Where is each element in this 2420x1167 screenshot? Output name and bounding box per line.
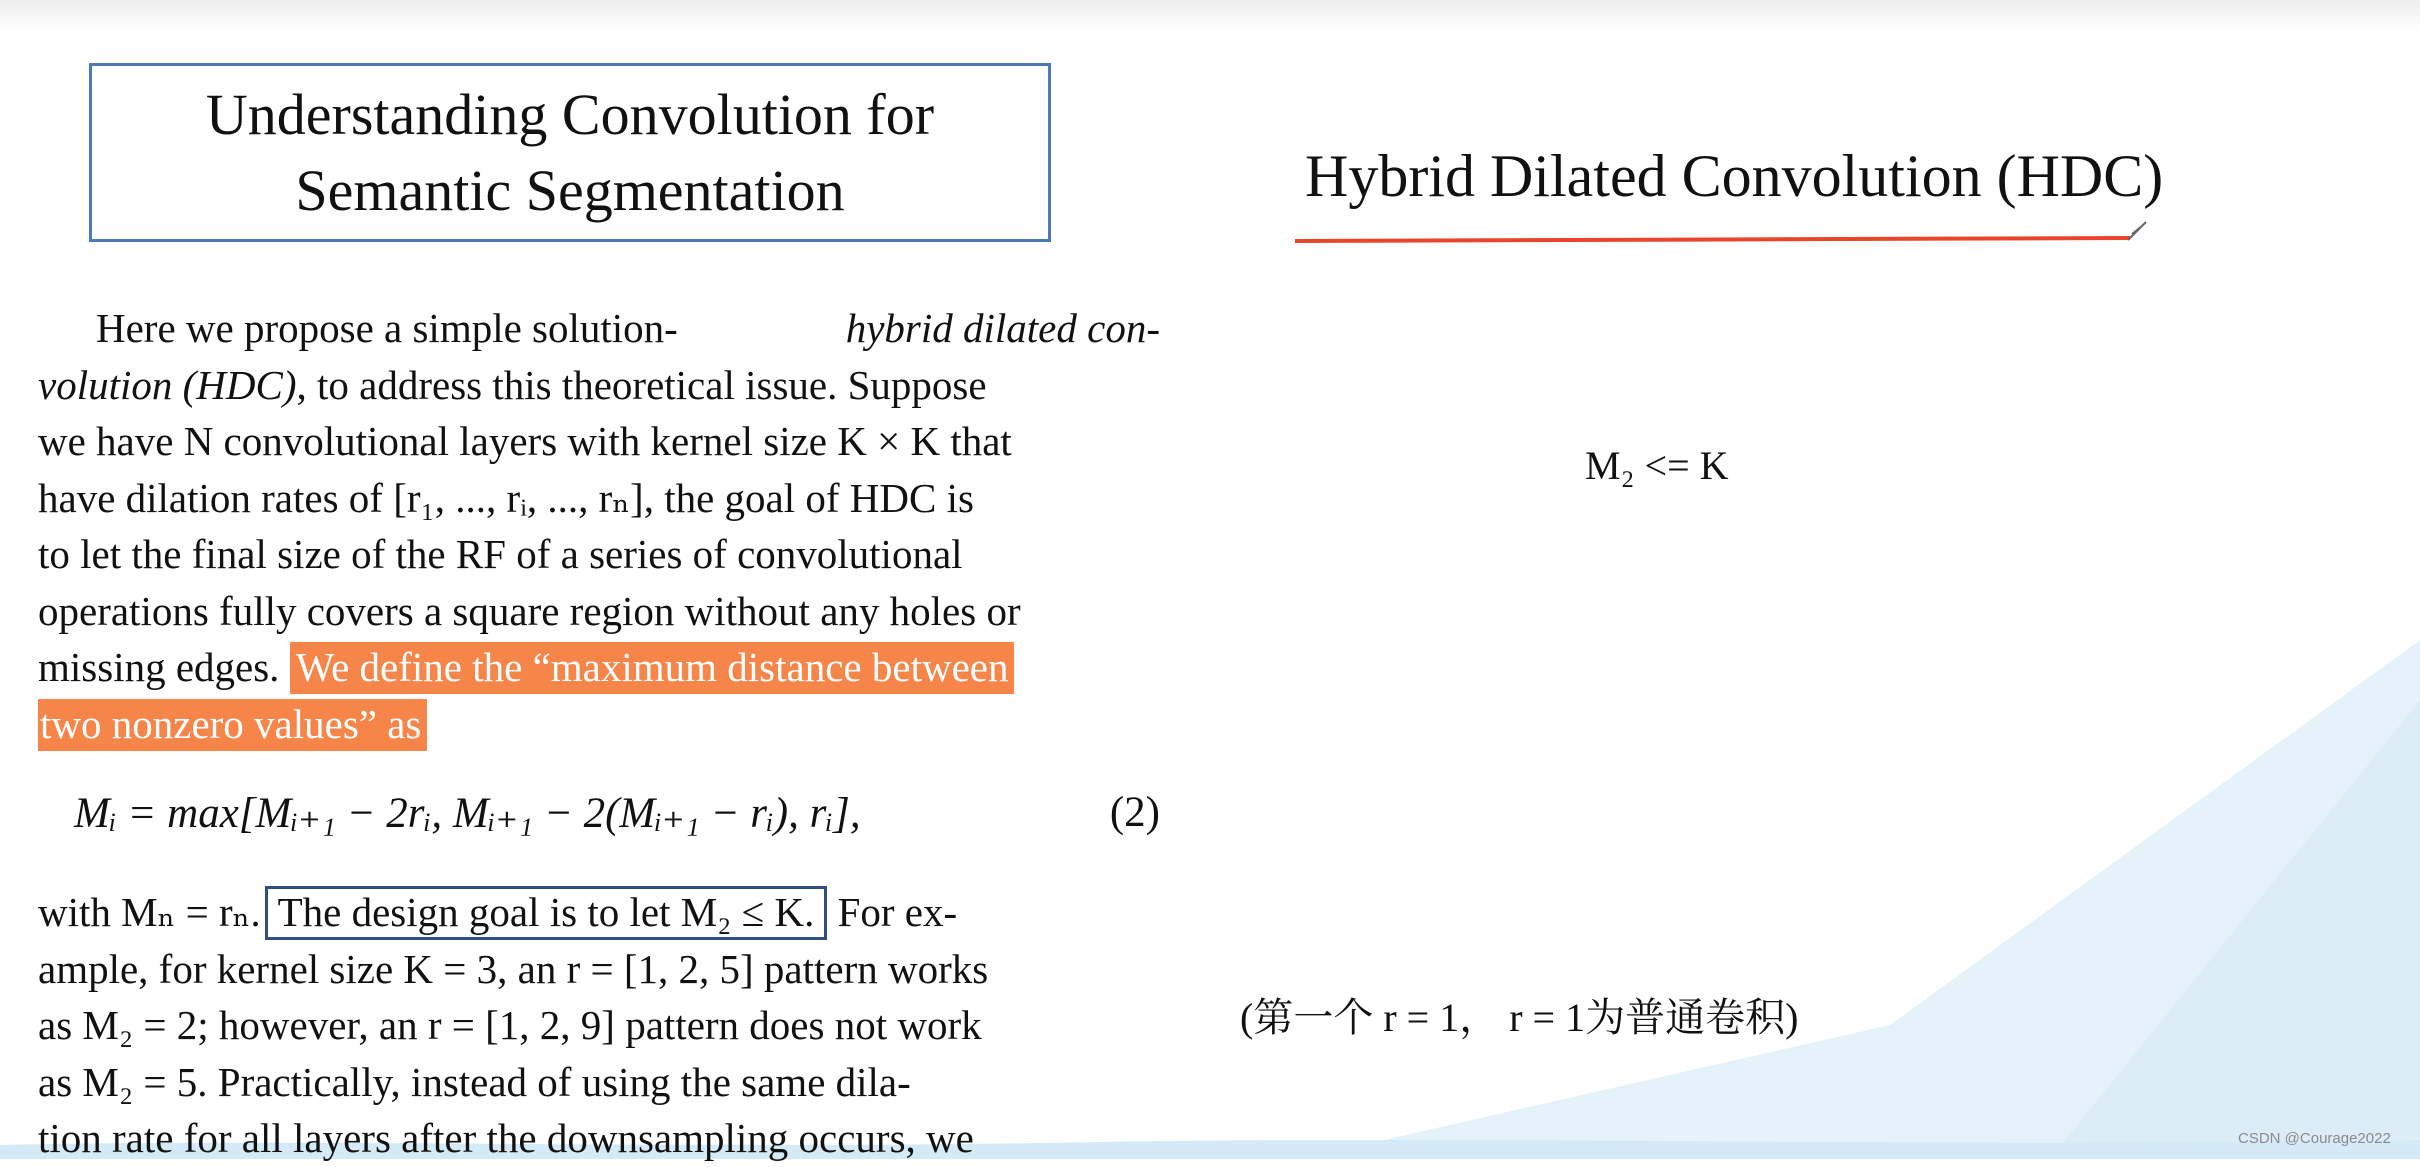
para2-line-1: with Mₙ = rₙ. The design goal is to let M₂ ≤ K. For ex- bbox=[38, 884, 1160, 941]
para1-line-7: missing edges. We define the “maximum distance between bbox=[38, 639, 1160, 696]
para1-line-5: to let the final size of the RF of a series of convolutional bbox=[38, 531, 963, 577]
para1-line-8 bbox=[38, 696, 1160, 753]
para1-line-2: volution (HDC), to address this theoretical issue. Suppose bbox=[38, 361, 987, 408]
para2-line-5: tion rate for all layers after the downsampling occurs, we bbox=[38, 1115, 974, 1161]
equation-number: (2) bbox=[1109, 789, 1160, 836]
watermark: CSDN @Courage2022 bbox=[2238, 1130, 2391, 1147]
para2-line-2: ample, for kernel size K = 3, an r = [1, 2, 5] pattern works bbox=[38, 945, 989, 992]
paper-title-line1: Understanding Convolution for bbox=[205, 81, 935, 147]
paper-paragraph-1 bbox=[38, 300, 1160, 752]
m2-constraint-note: M₂ <= K bbox=[1585, 443, 1729, 488]
design-goal-box: The design goal is to let M₂ ≤ K. bbox=[265, 886, 828, 940]
highlight-definition-1: We define the “maximum distance between bbox=[290, 642, 1015, 694]
highlight-definition-2: two nonzero values” as bbox=[38, 699, 427, 751]
ordinary-convolution-note: (第一个 r = 1， r = 1为普通卷积) bbox=[1240, 995, 1799, 1040]
slide-title: Hybrid Dilated Convolution (HDC) bbox=[1305, 143, 2164, 209]
paper-title-box bbox=[89, 63, 1051, 242]
para2-line-4: as M₂ = 5. Practically, instead of using the same dila- bbox=[38, 1058, 911, 1105]
paper-title-line2: Semantic Segmentation bbox=[295, 157, 845, 223]
para1-line-4: have dilation rates of [r₁, ..., rᵢ, ..., rₙ], the goal of HDC is bbox=[38, 474, 974, 521]
para1-line-3: we have N convolutional layers with kernel size K × K that bbox=[38, 418, 1012, 464]
title-underline bbox=[1295, 238, 2130, 241]
equation-formula: Mᵢ = max[Mᵢ₊₁ − 2rᵢ, Mᵢ₊₁ − 2(Mᵢ₊₁ − rᵢ), rᵢ], bbox=[74, 790, 861, 837]
pen-cursor-icon bbox=[2128, 222, 2146, 240]
para2-line-3: as M₂ = 2; however, an r = [1, 2, 9] pattern does not work bbox=[38, 1002, 982, 1048]
para1-line-6: operations fully covers a square region without any holes or bbox=[38, 587, 1021, 634]
paper-paragraph-2 bbox=[38, 884, 1160, 1167]
equation-2 bbox=[74, 788, 1160, 838]
para1-line-1: Here we propose a simple solution- hybrid dilated con- bbox=[96, 305, 1160, 351]
